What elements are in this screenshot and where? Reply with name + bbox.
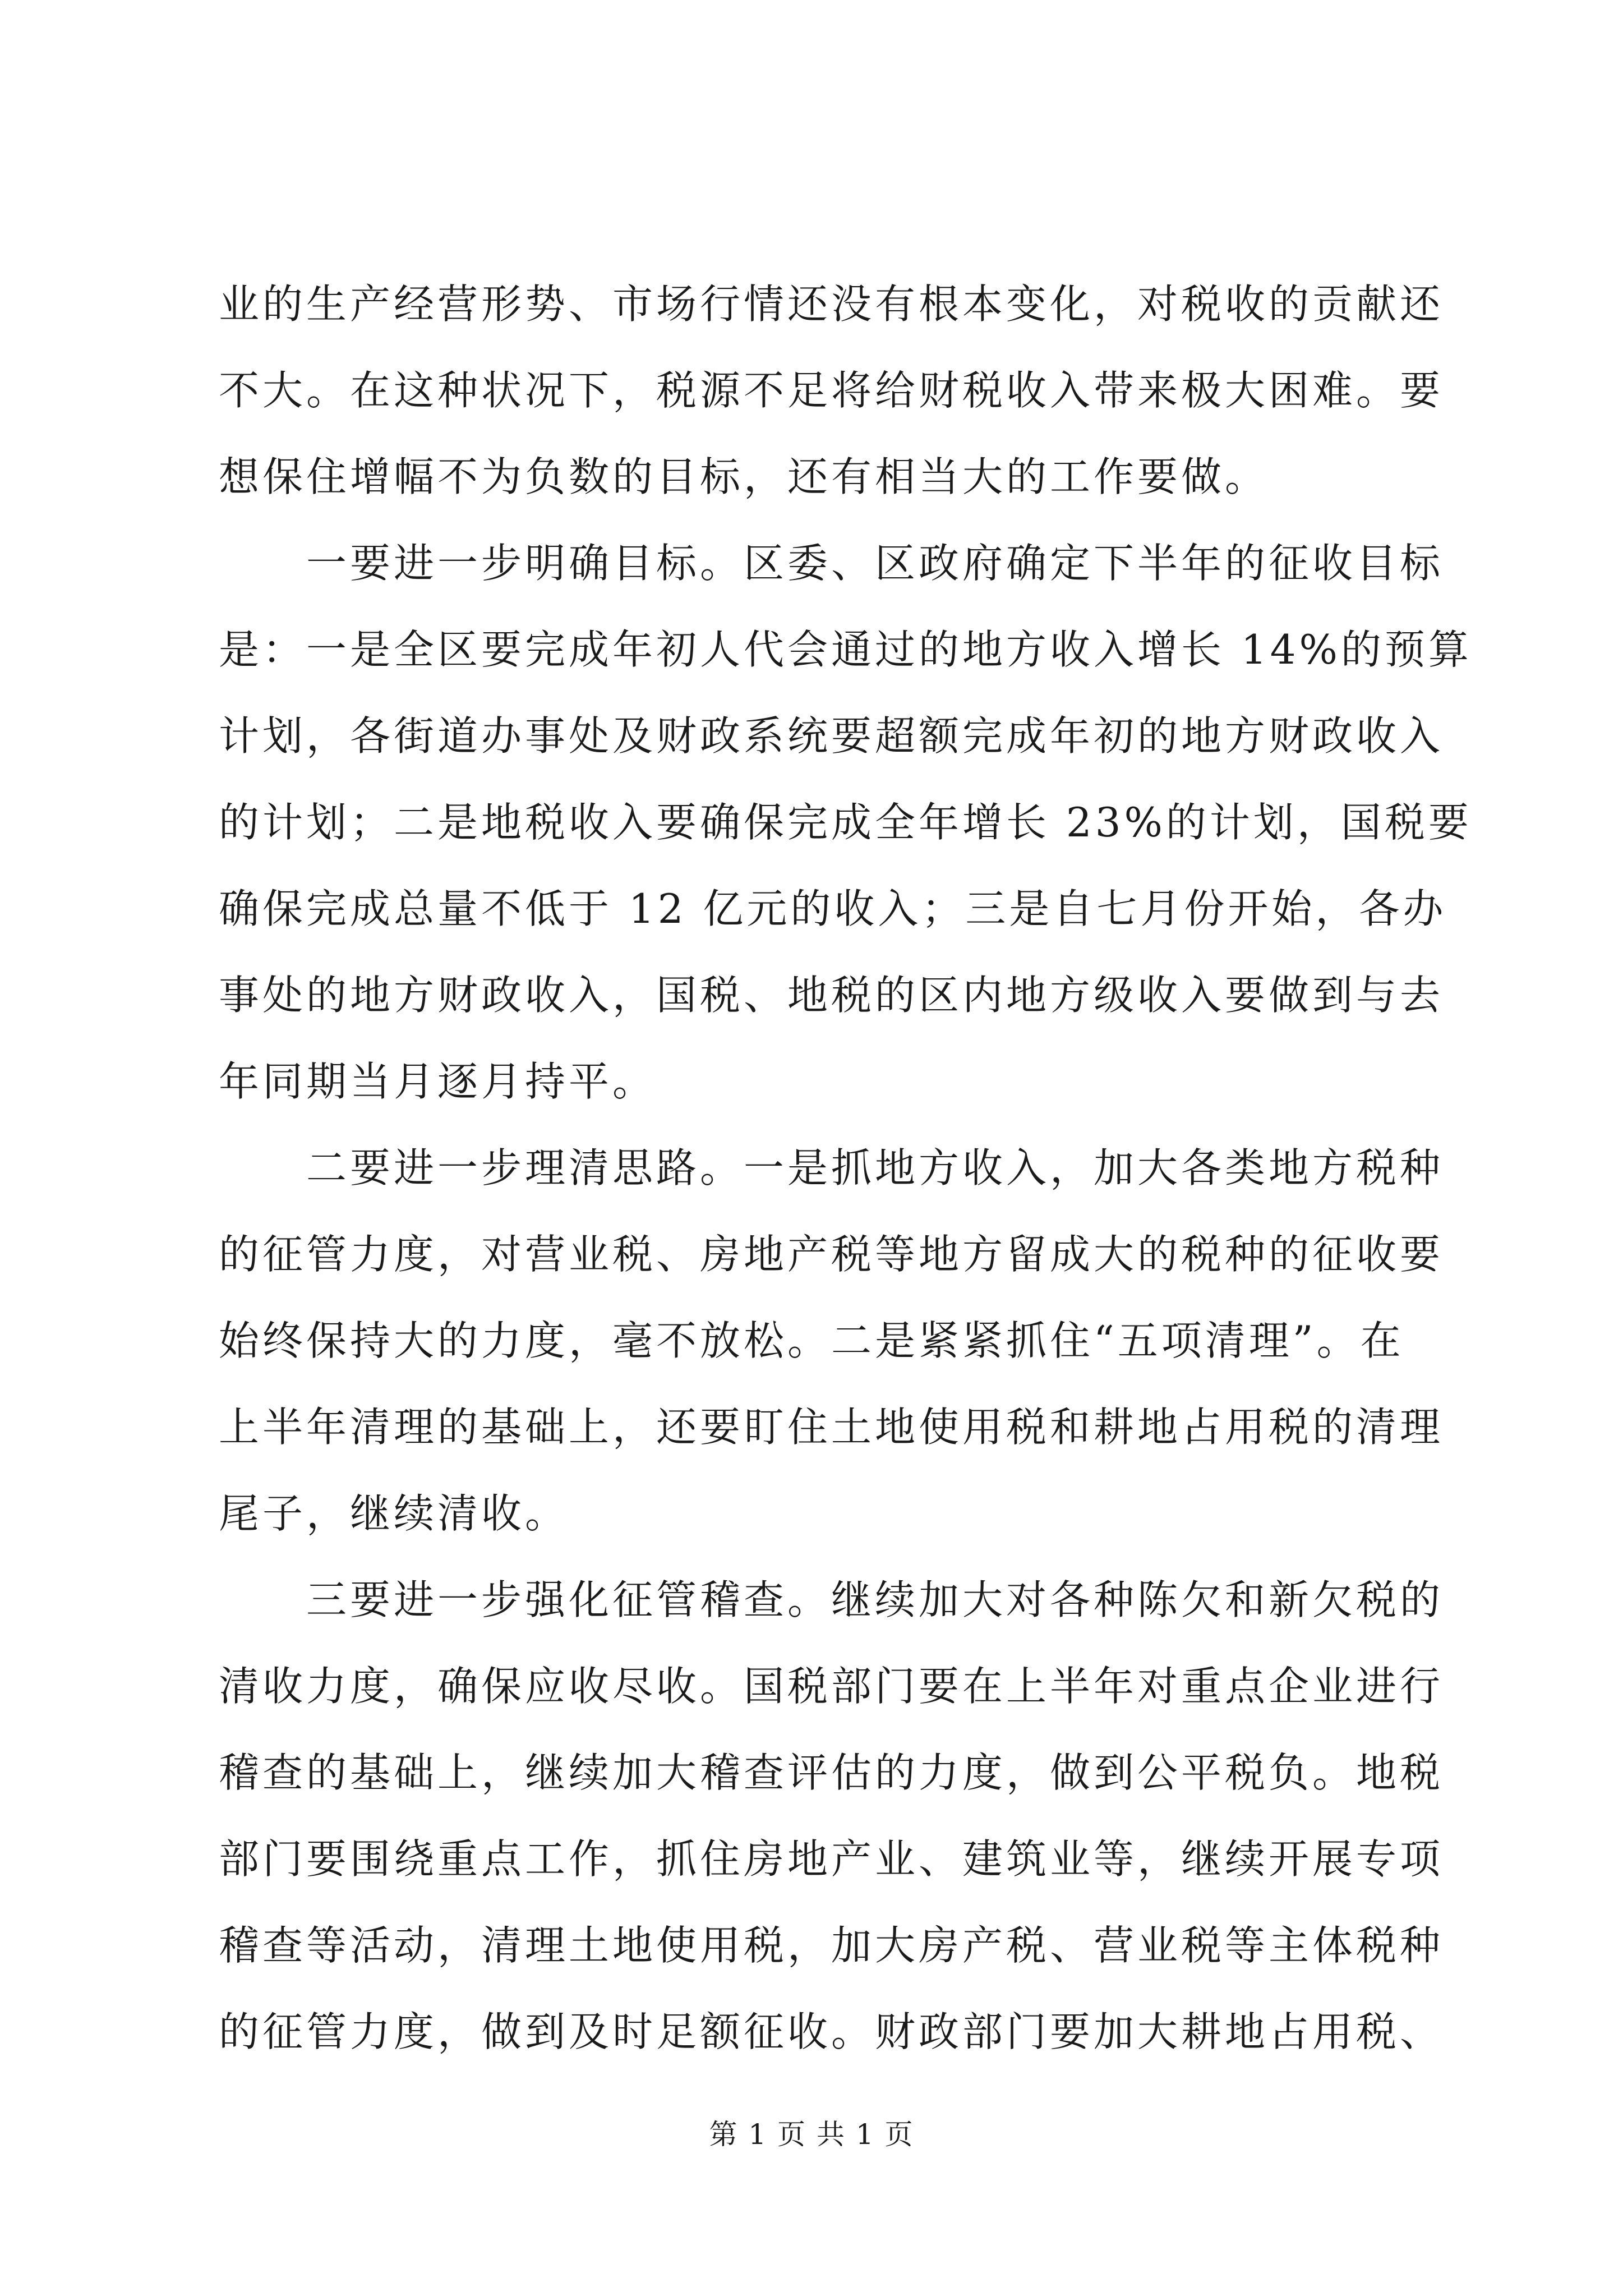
text-line: 的征管力度，对营业税、房地产税等地方留成大的税种的征收要 xyxy=(219,1231,1444,1278)
text-line: 尾子，继续清收。 xyxy=(219,1490,569,1537)
text-line: 三要进一步强化征管稽查。继续加大对各种陈欠和新欠税的 xyxy=(219,1576,1444,1623)
text-line: 稽查等活动，清理土地使用税，加大房产税、营业税等主体税种 xyxy=(219,1922,1444,1969)
text-line: 的计划；二是地税收入要确保完成全年增长 23%的计划，国税要 xyxy=(219,799,1472,846)
text-line: 清收力度，确保应收尽收。国税部门要在上半年对重点企业进行 xyxy=(219,1663,1444,1710)
text-line: 一要进一步明确目标。区委、区政府确定下半年的征收目标 xyxy=(219,540,1444,587)
text-line: 不大。在这种状况下，税源不足将给财税收入带来极大困难。要 xyxy=(219,367,1444,414)
text-line: 上半年清理的基础上，还要盯住土地使用税和耕地占用税的清理 xyxy=(219,1404,1444,1451)
text-line: 部门要围绕重点工作，抓住房地产业、建筑业等，继续开展专项 xyxy=(219,1835,1444,1883)
text-line: 确保完成总量不低于 12 亿元的收入；三是自七月份开始，各办 xyxy=(219,885,1447,932)
text-line: 计划，各街道办事处及财政系统要超额完成年初的地方财政收入 xyxy=(219,712,1444,760)
text-line: 稽查的基础上，继续加大稽查评估的力度，做到公平税负。地税 xyxy=(219,1749,1444,1796)
document-body xyxy=(219,261,1472,2075)
text-line: 二要进一步理清思路。一是抓地方收入，加大各类地方税种 xyxy=(219,1144,1444,1191)
text-line: 事处的地方财政收入，国税、地税的区内地方级收入要做到与去 xyxy=(219,972,1444,1019)
text-line: 想保住增幅不为负数的目标，还有相当大的工作要做。 xyxy=(219,453,1269,500)
text-line: 业的生产经营形势、市场行情还没有根本变化，对税收的贡献还 xyxy=(219,280,1444,328)
text-line: 始终保持大的力度，毫不放松。二是紧紧抓住“五项清理”。在 xyxy=(219,1317,1404,1364)
page-number: 第 1 页 共 1 页 xyxy=(709,2118,914,2151)
text-line: 是：一是全区要完成年初人代会通过的地方收入增长 14%的预算 xyxy=(219,626,1472,673)
text-line: 的征管力度，做到及时足额征收。财政部门要加大耕地占用税、 xyxy=(219,2008,1444,2055)
text-line: 年同期当月逐月持平。 xyxy=(219,1058,657,1105)
page-footer xyxy=(0,2112,1623,2152)
